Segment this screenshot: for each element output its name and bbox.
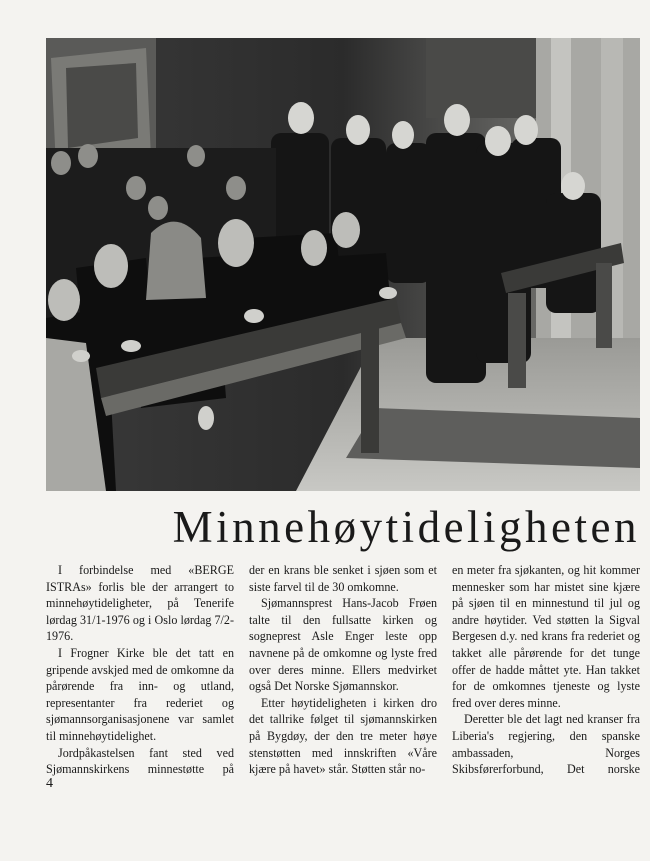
paragraph: Etter høytideligheten i kirken dro det tallrike følget til sjømannskirken på Bygdøy, der den tre meter høye stenstøtten med innskriften «Våre kjære på havet» står. Støtten står no- bbox=[249, 695, 437, 777]
text-column-3 bbox=[452, 562, 640, 777]
paragraph: Sjømannsprest Hans-Jacob Frøen talte til den fullsatte kirken og sogneprest Asle Enger leste opp navnene på de omkomne og lyste fred over deres minne. Ellers medvirket også Det Norske Sjømannskor. bbox=[249, 596, 437, 694]
memorial-service-photo bbox=[46, 38, 640, 491]
paragraph: Jordpåkastelsen fant sted ved Sjømannskirkens minnestøtte på bbox=[46, 745, 234, 777]
paragraph: en meter fra sjøkanten, og hit kommer mennesker som har mistet sine kjære på sjøen til en minnestund til jul og andre høytider. Ved støtten la Sigval Bergesen d.y. ned krans fra rederiet og takket alle pårørende for det tunge offer de hadde måttet yte. Han takket for de omkomnes tjeneste og lyste fred over deres minne. bbox=[452, 563, 640, 710]
paragraph: Deretter ble det lagt ned kranser fra Liberia's regjering, den spanske ambassaden, Norges Skibsførerforbund, Det norske bbox=[452, 712, 640, 777]
church-congregation-illustration bbox=[46, 38, 640, 491]
paragraph: I forbindelse med «BERGE ISTRAs» forlis ble der arrangert to minnehøytideligheter, på Tenerife lørdag 31/1-1976 og i Oslo lørdag 7/2-1976. bbox=[46, 563, 234, 644]
text-column-1 bbox=[46, 562, 234, 777]
page-number: 4 bbox=[46, 776, 53, 791]
paragraph: I Frogner Kirke ble det tatt en gripende avskjed med de omkomne da pårørende fra inn- og utland, representanter fra rederiet og sjømannsorganisasjonene var samlet til minnehøytidelighet. bbox=[46, 645, 234, 743]
text-column-2 bbox=[249, 562, 437, 777]
article-body bbox=[46, 562, 640, 777]
article-headline: Minnehøytideligheten bbox=[172, 502, 640, 552]
paragraph: der en krans ble senket i sjøen som et siste farvel til de 30 omkomne. bbox=[249, 563, 437, 594]
